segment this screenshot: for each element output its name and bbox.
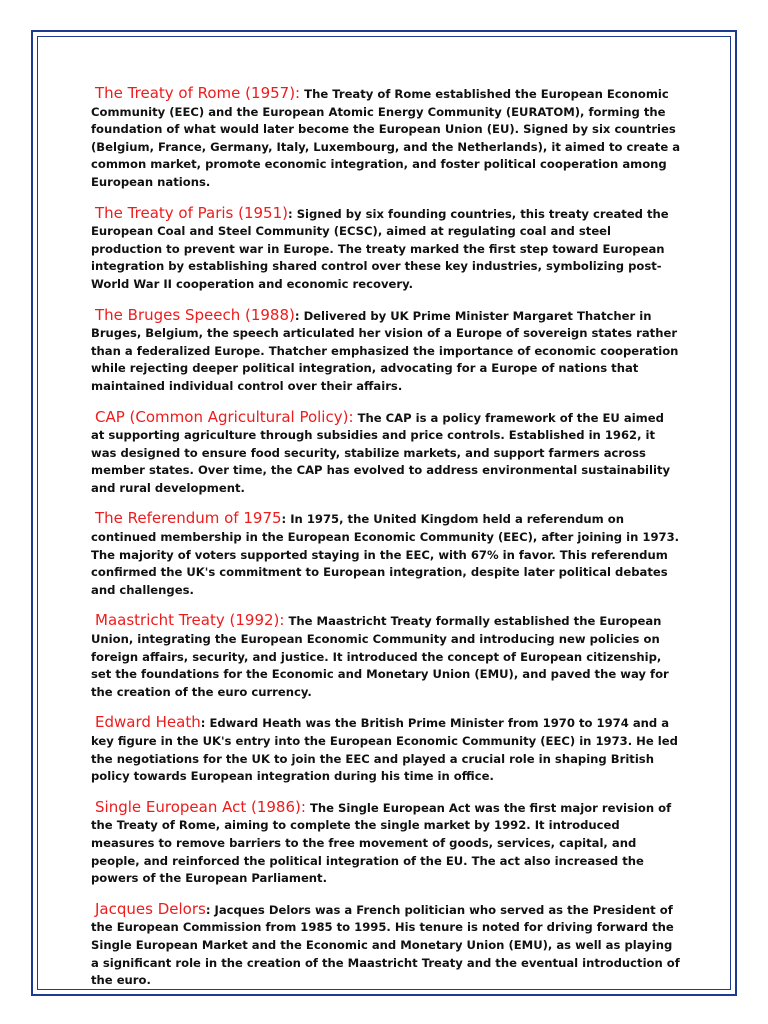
entry-term: The Referendum of 1975: [95, 509, 282, 528]
glossary-entry-referendum-1975: [91, 510, 681, 599]
glossary-entry-maastricht-treaty: [91, 612, 681, 701]
entry-term: The Treaty of Paris (1951): [95, 203, 288, 222]
entry-term: Single European Act (1986):: [95, 797, 306, 816]
glossary-entry-treaty-of-rome: [91, 85, 681, 192]
entry-term: Maastricht Treaty (1992):: [95, 611, 285, 630]
entry-separator: :: [288, 206, 293, 221]
entry-text: Edward Heath was the British Prime Minister from 1970 to 1974 and a key figure in the UK's entry into the European Economic Community (EEC) in 1973. He led the negotiations for the UK to join the EEC and played a crucial role in shaping British policy towards European integration during his time in office.: [91, 716, 678, 784]
entry-text: The Treaty of Rome established the European Economic Community (EEC) and the European Atomic Energy Community (EURATOM), forming the foundation of what would later become the European Union (EU). Signed by six countries (Belgium, France, Germany, Italy, Luxembourg, and the Netherlands), it aimed to create a common market, promote economic integration, and foster political cooperation among European nations.: [91, 87, 681, 189]
entry-text: Signed by six founding countries, this treaty created the European Coal and Steel Community (ECSC), aimed at regulating coal and steel production to prevent war in Europe. The treaty marked the first step toward European integration by establishing shared control over these key industries, symbolizing post-World War II cooperation and economic recovery.: [91, 206, 669, 291]
glossary-entry-cap: [91, 409, 681, 498]
entry-text: The CAP is a policy framework of the EU aimed at supporting agriculture through subsidies and price controls. Established in 1962, it was designed to ensure food security, stabilize markets, and support farmers across member states. Over time, the CAP has evolved to address environmental sustainability and rural development.: [91, 410, 671, 495]
entry-separator: :: [294, 308, 300, 323]
entry-text: Delivered by UK Prime Minister Margaret Thatcher in Bruges, Belgium, the speech articulated her vision of a Europe of sovereign states rather than a federalized Europe. Thatcher emphasized the importance of economic cooperation while rejecting deeper political integration, advocating for a Europe of nations that maintained individual control over their affairs.: [91, 308, 679, 393]
entry-text: In 1975, the United Kingdom held a referendum on continued membership in the European Economic Community (EEC), after joining in 1973. The majority of voters supported staying in the EEC, with 67% in favor. This referendum confirmed the UK's commitment to European integration, despite later political debates and challenges.: [91, 512, 680, 597]
entry-term: CAP (Common Agricultural Policy):: [95, 407, 354, 426]
entry-term: The Treaty of Rome (1957):: [95, 84, 301, 102]
entry-text: The Single European Act was the first major revision of the Treaty of Rome, aiming to complete the single market by 1992. It introduced measures to remove barriers to the free movement of goods, services, capital, and people, and reinforced the political integration of the EU. The act also increased the powers of the European Parliament.: [91, 800, 672, 886]
glossary-entry-bruges-speech: [91, 307, 681, 396]
entry-term: Edward Heath: [95, 713, 201, 732]
entry-text: Jacques Delors was a French politician who served as the President of the European Commission from 1985 to 1995. His tenure is noted for driving forward the Single European Market and the Economic and Monetary Union (EMU), as well as playing a significant role in the creation of the Maastricht Treaty and the eventual introduction of the euro.: [91, 902, 680, 988]
entry-separator: :: [200, 716, 206, 731]
entry-term: Jacques Delors: [95, 899, 206, 918]
entry-term: The Bruges Speech (1988): [95, 305, 295, 324]
glossary-entry-single-european-act: [91, 799, 681, 888]
glossary-content: [91, 85, 681, 1003]
glossary-entry-jacques-delors: [91, 901, 681, 990]
glossary-entry-treaty-of-paris: [91, 205, 681, 294]
entry-separator: :: [281, 512, 287, 527]
glossary-entry-edward-heath: [91, 714, 681, 785]
entry-separator: :: [205, 902, 211, 917]
entry-text: The Maastricht Treaty formally established the European Union, integrating the European Economic Community and introducing new policies on foreign affairs, security, and justice. It introduced the concept of European citizenship, set the foundations for the Economic and Monetary Union (EMU), and paved the way for the creation of the euro currency.: [91, 614, 669, 699]
